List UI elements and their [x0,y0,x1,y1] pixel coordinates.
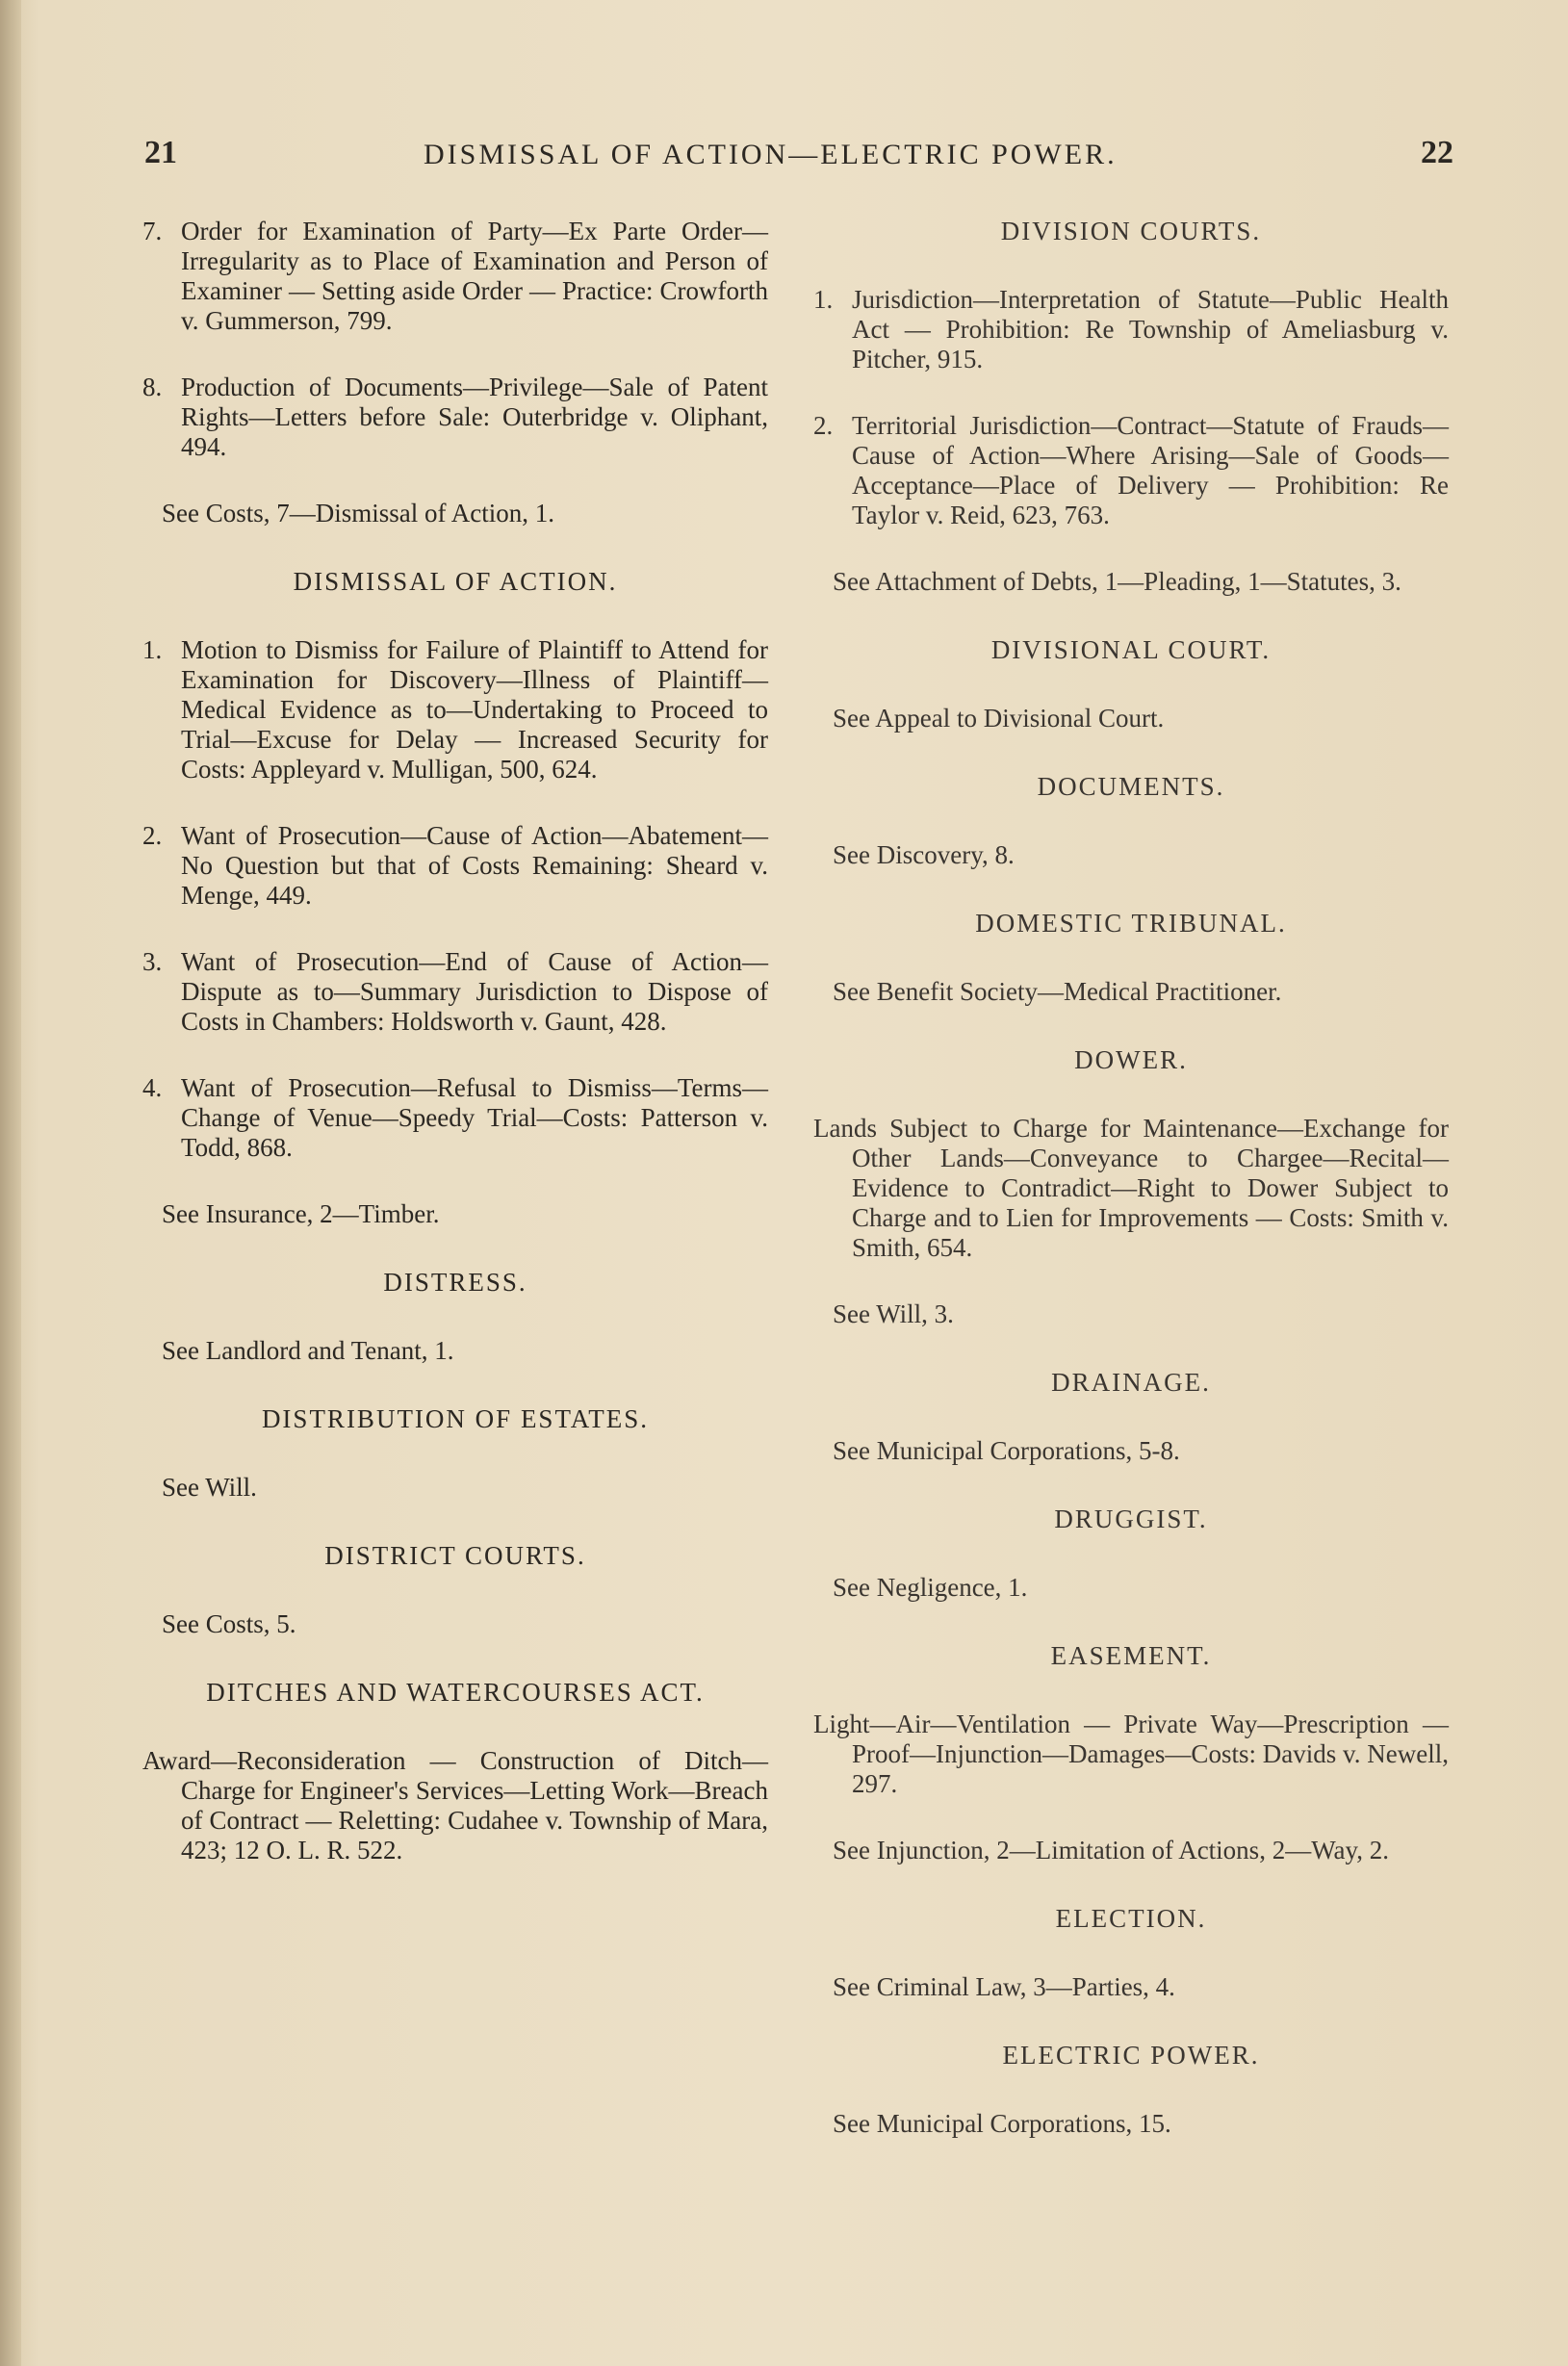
section-heading: DISMISSAL OF ACTION. [293,567,618,596]
section-heading: DISTRESS. [383,1268,527,1297]
index-entry [813,411,1449,530]
entry-number: 8. [142,373,163,401]
index-entry: Light—Air—Ventilation — Private Way—Prescription — Proof—Injunction—Damages—Costs: Davids v. Newell, 297. [813,1710,1449,1798]
entry-number: 2. [142,821,163,850]
left-column [142,217,768,1902]
see-reference: See Discovery, 8. [833,840,1015,869]
see-reference: See Negligence, 1. [833,1573,1028,1602]
entry-number: 2. [813,411,834,440]
page-number-left: 21 [144,135,177,170]
running-title: DISMISSAL OF ACTION—ELECTRIC POWER. [424,139,1118,170]
index-entry [142,373,768,462]
see-reference: See Costs, 7—Dismissal of Action, 1. [162,499,555,527]
entry-number: 1. [813,285,834,314]
entry-text: Motion to Dismiss for Failure of Plaintiff to Attend for Examination for Discovery—Illness of Plaintiff—Medical Evidence as to—Undertaking to Proceed to Trial—Excuse for Delay — Increased Security for Costs: Appleyard v. Mulligan, 500, 624. [181,635,768,784]
entry-number: 1. [142,635,163,664]
entry-text: Want of Prosecution—End of Cause of Action—Dispute as to—Summary Jurisdiction to Dispose of Costs in Chambers: Holdsworth v. Gaunt, 428. [181,947,768,1036]
entry-text: Want of Prosecution—Refusal to Dismiss—Terms—Change of Venue—Speedy Trial—Costs: Patterson v. Todd, 868. [181,1073,768,1162]
section-heading: ELECTION. [1055,1904,1207,1933]
entry-text: Jurisdiction—Interpretation of Statute—Public Health Act — Prohibition: Re Township of Ameliasburg v. Pitcher, 915. [852,285,1449,373]
index-entry: Award—Reconsideration — Construction of Ditch—Charge for Engineer's Services—Letting Work—Breach of Contract — Reletting: Cudahee v. Township of Mara, 423; 12 O. L. R. 522. [142,1746,768,1865]
index-entry [142,217,768,336]
book-gutter [0,0,21,2366]
see-reference: See Will, 3. [833,1299,954,1328]
entry-number: 3. [142,947,163,976]
section-heading: DOMESTIC TRIBUNAL. [975,909,1287,938]
see-reference: See Landlord and Tenant, 1. [162,1336,454,1365]
index-entry [813,285,1449,374]
section-heading: DRUGGIST. [1054,1504,1208,1533]
section-heading: DISTRICT COURTS. [324,1541,586,1570]
see-reference: See Insurance, 2—Timber. [162,1199,440,1228]
entry-number: 7. [142,217,163,245]
see-reference: See Benefit Society—Medical Practitioner. [833,977,1282,1006]
section-heading: DIVISIONAL COURT. [990,635,1272,664]
section-heading: DITCHES AND WATERCOURSES ACT. [206,1678,705,1707]
index-entry [142,635,768,784]
index-entry [142,1073,768,1163]
section-heading: DOWER. [1074,1045,1188,1074]
entry-number: 4. [142,1073,163,1102]
page-header [144,135,1453,183]
right-column [813,217,1449,2177]
see-reference: See Criminal Law, 3—Parties, 4. [833,1972,1175,2001]
section-heading: DIVISION COURTS. [1000,217,1262,245]
see-reference: See Attachment of Debts, 1—Pleading, 1—Statutes, 3. [833,567,1401,596]
see-reference: See Municipal Corporations, 5-8. [833,1436,1180,1465]
index-entry [142,947,768,1037]
see-reference: See Costs, 5. [162,1609,296,1638]
section-heading: DOCUMENTS. [1037,772,1225,801]
see-reference: See Will. [162,1473,257,1502]
section-heading: DRAINAGE. [1051,1368,1211,1397]
see-reference: See Appeal to Divisional Court. [833,704,1165,733]
entry-text: Production of Documents—Privilege—Sale of Patent Rights—Letters before Sale: Outerbridge v. Oliphant, 494. [181,373,768,461]
entry-text: Order for Examination of Party—Ex Parte Order—Irregularity as to Place of Examination and Person of Examiner — Setting aside Order — Practice: Crowforth v. Gummerson, 799. [181,217,768,335]
index-entry: Lands Subject to Charge for Maintenance—Exchange for Other Lands—Conveyance to Chargee—Recital—Evidence to Contradict—Right to Dower Subject to Charge and to Lien for Improvements — Costs: Smith v. Smith, 654. [813,1114,1449,1262]
entry-text: Territorial Jurisdiction—Contract—Statute of Frauds—Cause of Action—Where Arising—Sale of Goods—Acceptance—Place of Delivery — Prohibition: Re Taylor v. Reid, 623, 763. [852,411,1449,529]
section-heading: EASEMENT. [1050,1641,1212,1670]
index-entry [142,821,768,911]
see-reference: See Injunction, 2—Limitation of Actions, 2—Way, 2. [833,1836,1389,1865]
section-heading: ELECTRIC POWER. [1002,2041,1260,2070]
page-number-right: 22 [1421,135,1453,170]
see-reference: See Municipal Corporations, 15. [833,2109,1171,2138]
section-heading: DISTRIBUTION OF ESTATES. [261,1404,650,1433]
entry-text: Want of Prosecution—Cause of Action—Abatement—No Question but that of Costs Remaining: Sheard v. Menge, 449. [181,821,768,910]
